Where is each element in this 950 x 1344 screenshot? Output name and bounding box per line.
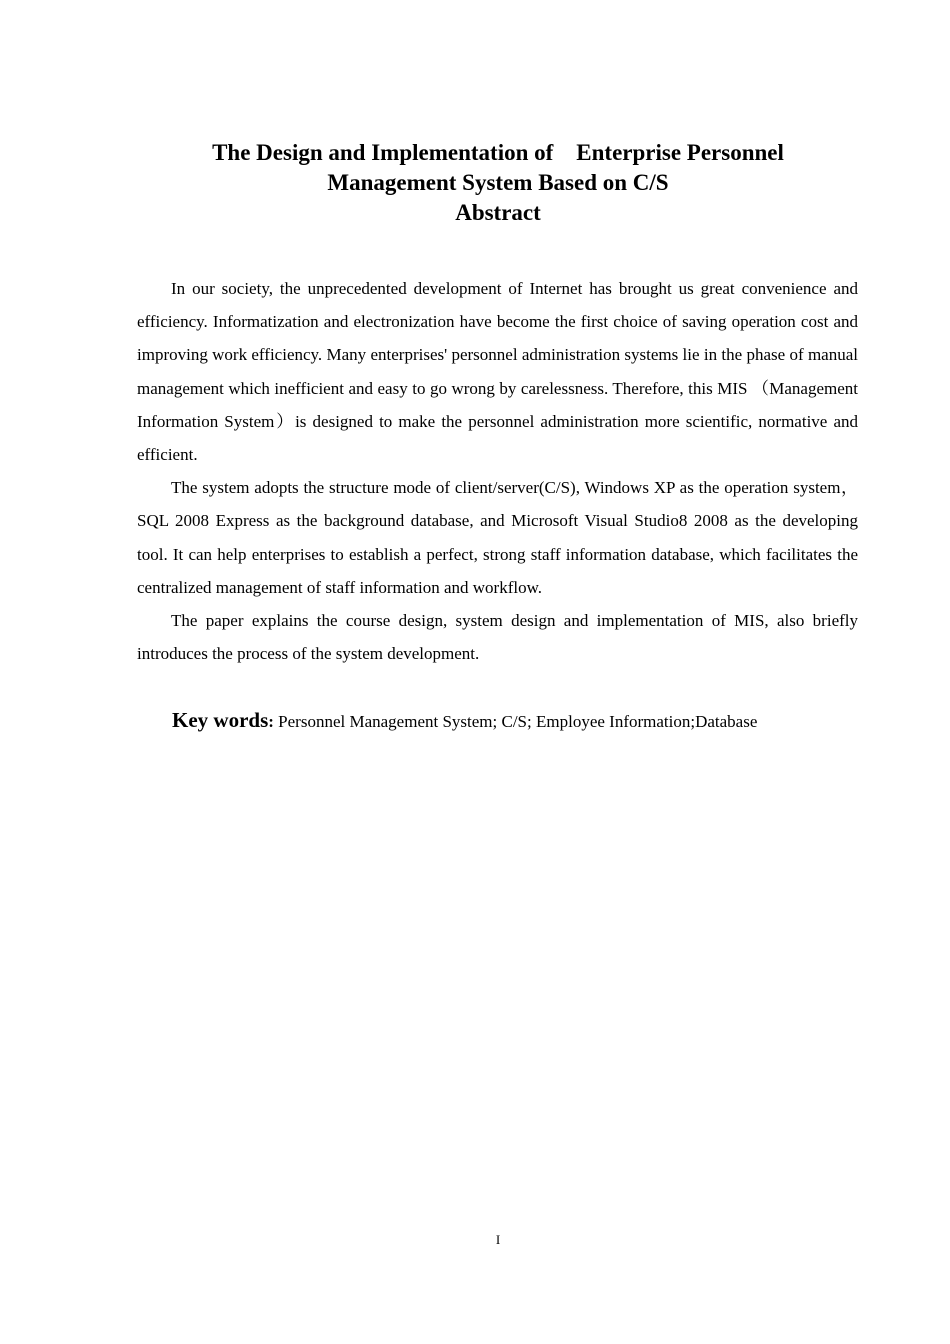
paper-title-line-2: Management System Based on C/S [327, 170, 669, 195]
abstract-heading: Abstract [455, 200, 541, 225]
page-number: I [495, 1232, 501, 1247]
title-block [137, 138, 859, 228]
keywords-label: Key words [172, 708, 269, 732]
abstract-paragraph-1: In our society, the unprecedented development of Internet has brought us great convenience and efficiency. Informatization and electronization have become the first choice of saving operation cost and improving work efficiency. Many enterprises' personnel administration systems lie in the phase of manual management which inefficient and easy to go wrong by carelessness. Therefore, this MIS （Management Information System）is designed to make the personnel administration more scientific, normative and efficient. [137, 279, 858, 465]
paper-title-line-1: The Design and Implementation of Enterprise Personnel [212, 140, 784, 165]
keywords-line [172, 705, 757, 737]
keywords-text: Personnel Management System; C/S; Employee Information;Database [273, 712, 758, 731]
abstract-body [137, 272, 858, 670]
abstract-paragraph-2: The system adopts the structure mode of client/server(C/S), Windows XP as the operation system，SQL 2008 Express as the background database, and Microsoft Visual Studio8 2008 as the developing tool. It can help enterprises to establish a perfect, strong staff information database, which facilitates the centralized management of staff information and workflow. [137, 478, 858, 597]
keywords-colon: : [268, 712, 274, 731]
abstract-paragraph-3: The paper explains the course design, system design and implementation of MIS, also briefly introduces the process of the system development. [137, 611, 858, 664]
